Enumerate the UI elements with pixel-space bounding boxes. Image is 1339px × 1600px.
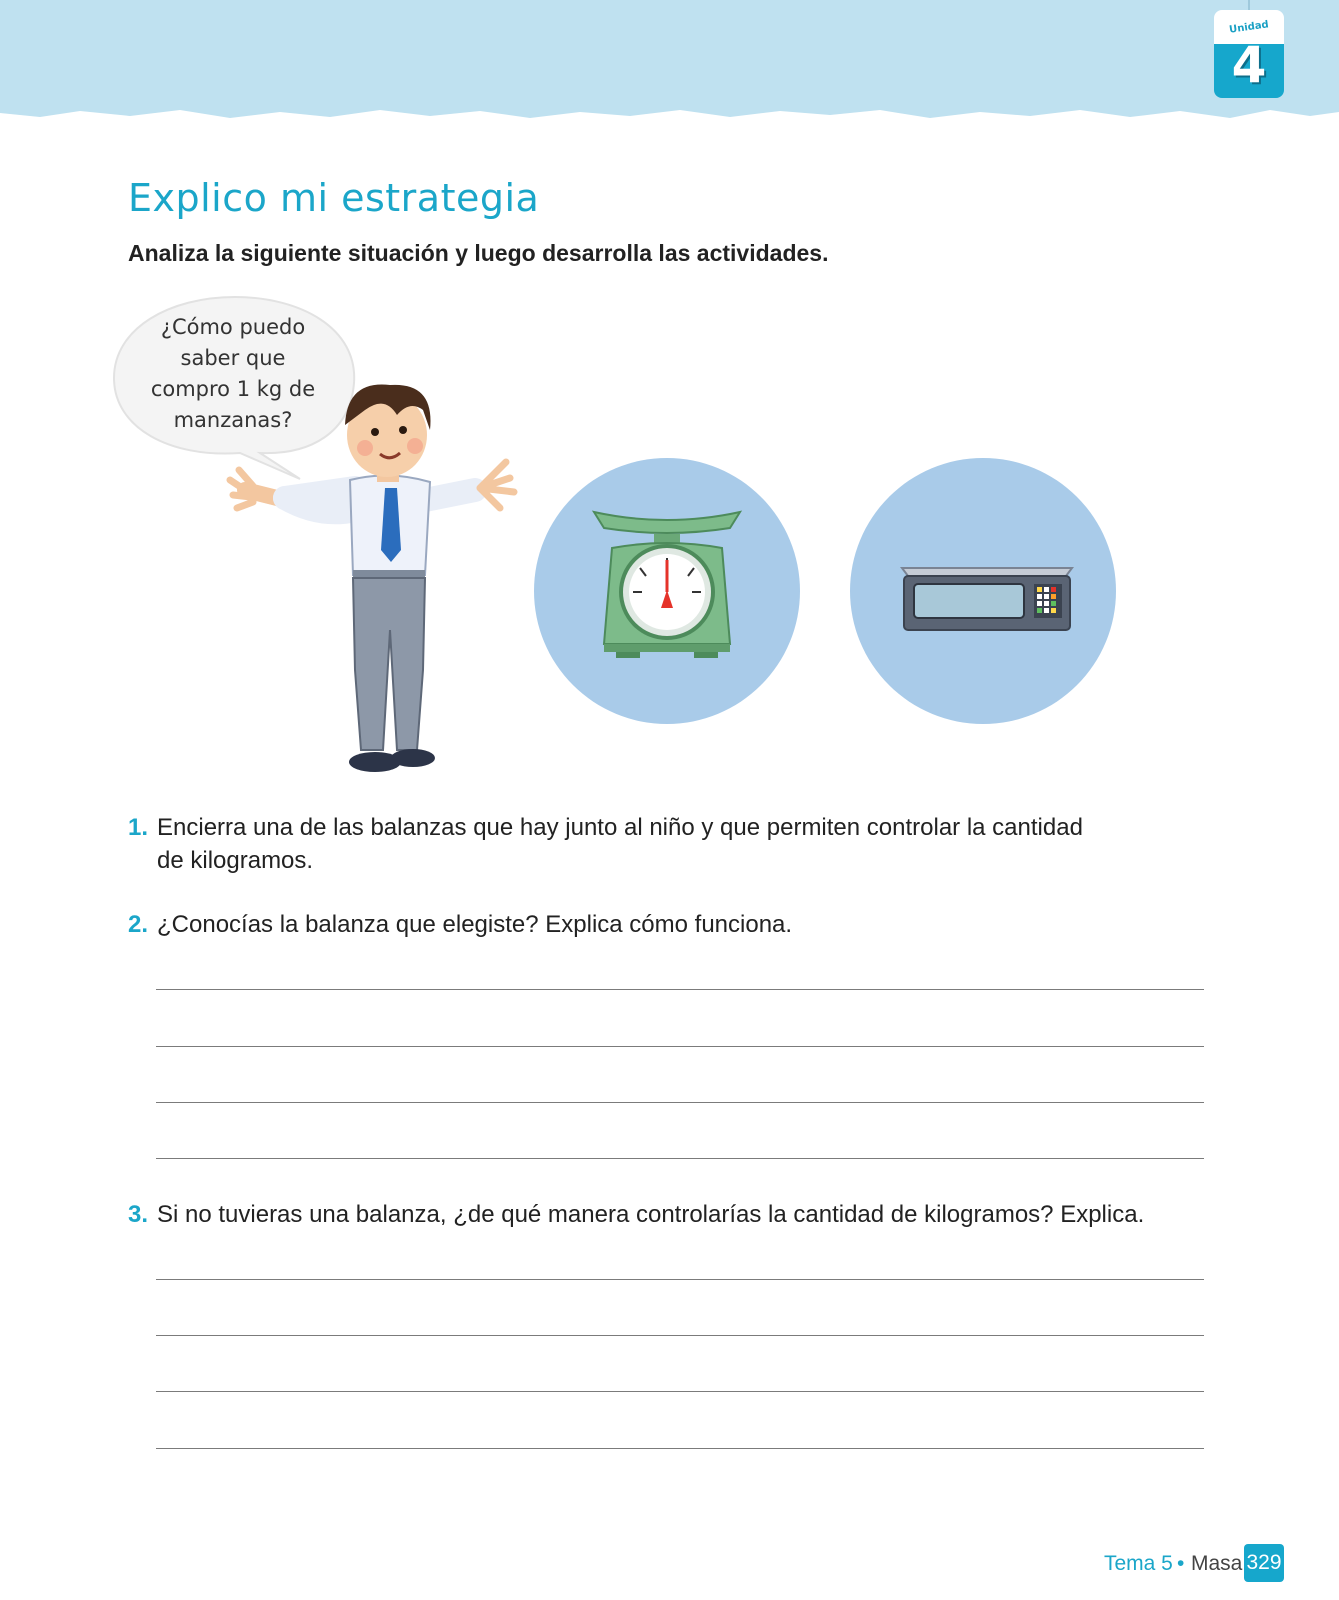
digital-scale-icon bbox=[850, 458, 1116, 724]
answer-line[interactable] bbox=[156, 989, 1204, 990]
question-text: ¿Conocías la balanza que elegiste? Explica cómo funciona. bbox=[157, 911, 793, 938]
page-number: 329 bbox=[1244, 1544, 1284, 1582]
analog-kitchen-scale-icon bbox=[534, 458, 800, 724]
question-text: Encierra una de las balanzas que hay junto al niño y que permiten controlar la cantidad bbox=[157, 814, 1083, 841]
footer-topic-name: Masa bbox=[1191, 1552, 1243, 1575]
bubble-line: saber que bbox=[180, 346, 286, 370]
question-text: Si no tuvieras una balanza, ¿de qué manera controlarías la cantidad de kilogramos? Explica. bbox=[157, 1201, 1145, 1228]
answer-line[interactable] bbox=[156, 1448, 1204, 1449]
digital-scale-option[interactable] bbox=[850, 458, 1116, 724]
answer-line[interactable] bbox=[156, 1335, 1204, 1336]
bubble-line: manzanas? bbox=[173, 408, 293, 432]
boy-icon bbox=[225, 370, 545, 800]
question-number: 3. bbox=[128, 1201, 149, 1228]
answer-line[interactable] bbox=[156, 1102, 1204, 1103]
question-text: de kilogramos. bbox=[157, 847, 314, 874]
answer-line[interactable] bbox=[156, 1279, 1204, 1280]
section-title: Explico mi estrategia bbox=[128, 176, 540, 220]
unit-tab bbox=[1214, 10, 1284, 98]
question-number: 2. bbox=[128, 911, 149, 938]
question-2 bbox=[128, 908, 1228, 941]
question-number: 1. bbox=[128, 814, 149, 841]
question-3 bbox=[128, 1198, 1228, 1231]
bubble-line: ¿Cómo puedo bbox=[160, 315, 306, 339]
unit-number: 4 bbox=[1231, 36, 1267, 94]
answer-line[interactable] bbox=[156, 1158, 1204, 1159]
answer-line[interactable] bbox=[156, 1046, 1204, 1047]
question-1 bbox=[128, 811, 1168, 877]
footer-topic-number: Tema 5 bbox=[1104, 1552, 1173, 1575]
bubble-line: compro 1 kg de bbox=[150, 377, 316, 401]
top-banner bbox=[0, 0, 1339, 125]
unit-label: Unidad bbox=[1228, 19, 1270, 36]
instruction-text: Analiza la siguiente situación y luego desarrolla las actividades. bbox=[128, 240, 829, 266]
analog-scale-option[interactable] bbox=[534, 458, 800, 724]
footer-separator: • bbox=[1177, 1552, 1185, 1575]
answer-line[interactable] bbox=[156, 1391, 1204, 1392]
